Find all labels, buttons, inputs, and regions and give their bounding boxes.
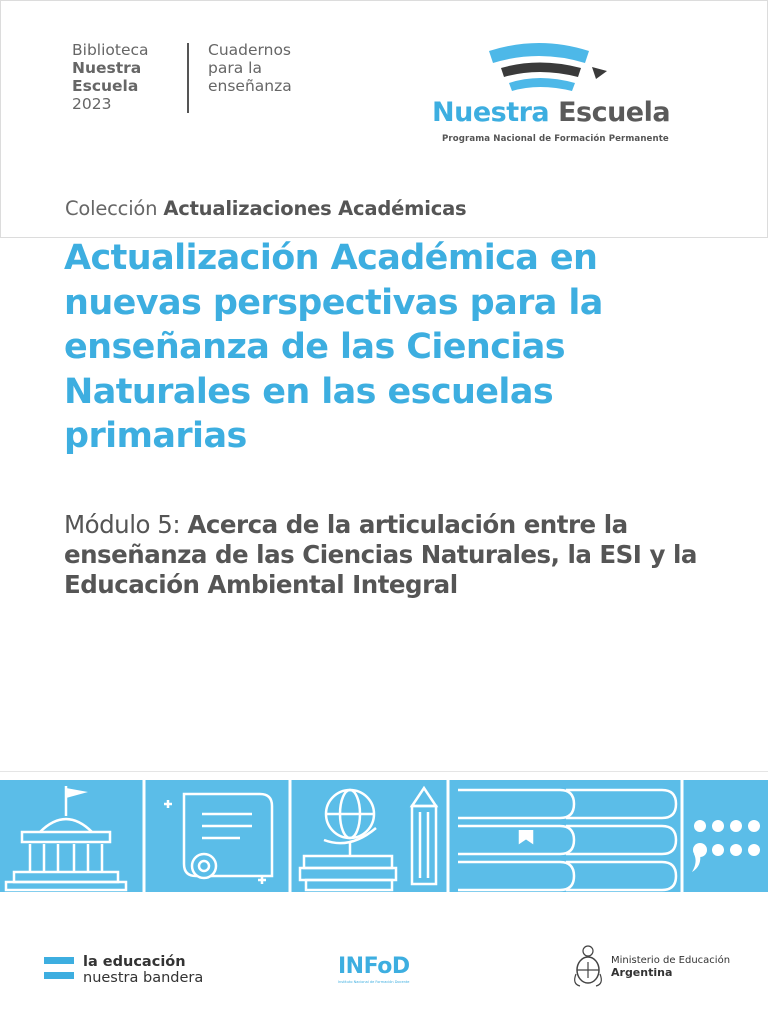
flag-icon: [44, 957, 74, 987]
ministerio-line: Argentina: [611, 966, 673, 979]
lae-line: nuestra bandera: [83, 970, 204, 986]
module-title: Acerca de la articulación entre la enseñanza de las Ciencias Naturales, la ESI y la Educación Ambiental Integral: [64, 510, 697, 599]
infod-logo: INFoD: [338, 954, 410, 979]
infod-subtitle: Instituto Nacional de Formación Docente: [338, 980, 410, 984]
lae-line: la educación: [83, 954, 186, 970]
module-heading: [64, 510, 744, 600]
logo-title-part: Escuela: [558, 97, 671, 128]
illustration-band: [0, 771, 768, 900]
cuadernos-line: para la: [208, 59, 262, 77]
logo-subtitle: Programa Nacional de Formación Permanente: [442, 134, 669, 144]
biblioteca-label: [72, 41, 149, 113]
cuadernos-line: enseñanza: [208, 77, 292, 95]
nuestra-escuela-title: [432, 97, 670, 128]
cuadernos-line: Cuadernos: [208, 41, 292, 59]
header-divider: [187, 43, 189, 113]
cuadernos-label: [208, 41, 292, 95]
biblioteca-line: Biblioteca: [72, 41, 149, 59]
illustration-band-graphic: [0, 772, 768, 900]
coleccion-prefix: Colección: [65, 197, 158, 220]
module-number: Módulo 5:: [64, 510, 181, 539]
document-title: Actualización Académica en nuevas perspectivas para la enseñanza de las Ciencias Naturales en las escuelas primarias: [64, 238, 603, 456]
logo-title-part: Nuestra: [432, 97, 550, 128]
biblioteca-line: Escuela: [72, 77, 139, 95]
ministerio-logo: [611, 955, 730, 979]
la-educacion-logo: [83, 954, 203, 986]
header-panel: [0, 0, 768, 238]
biblioteca-year: 2023: [72, 95, 112, 113]
escudo-icon: [572, 944, 604, 988]
coleccion-name: Actualizaciones Académicas: [163, 197, 467, 220]
biblioteca-line: Nuestra: [72, 59, 142, 77]
coleccion-label: [65, 197, 466, 220]
ministerio-line: Ministerio de Educación: [611, 955, 731, 966]
